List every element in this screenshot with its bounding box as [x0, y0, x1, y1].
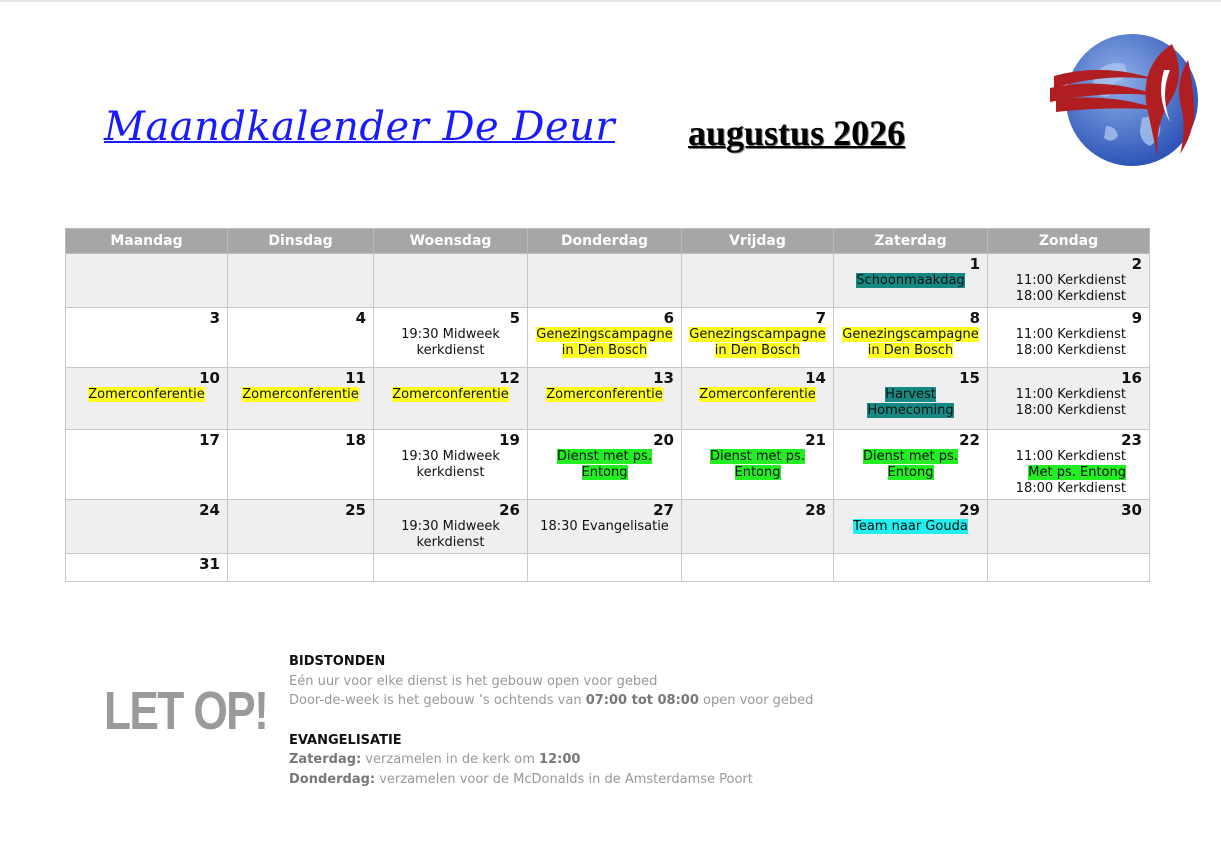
event-line [991, 387, 1146, 403]
calendar-table [65, 228, 1150, 582]
day-cell-9 [988, 308, 1150, 368]
day-cell-24 [66, 500, 228, 554]
day-number: 12 [499, 369, 520, 387]
event-line [377, 343, 524, 359]
bidstonden-line-2-text: Door-de-week is het gebouw ’s ochtends van [289, 693, 586, 708]
day-cell-8 [834, 308, 988, 368]
day-number: 29 [959, 501, 980, 519]
empty-day-cell [228, 254, 374, 308]
evangelisatie-line-2-text: verzamelen voor de McDonalds in de Amsterdamse Poort [375, 771, 753, 787]
day-cell-2 [988, 254, 1150, 308]
day-number: 2 [1131, 255, 1142, 273]
day-cell-5 [374, 308, 528, 368]
event-text: 18:00 Kerkdienst [1015, 289, 1126, 304]
event-text: Zomerconferentie [392, 387, 509, 402]
day-cell-6 [528, 308, 682, 368]
empty-day-cell [528, 254, 682, 308]
event-line [991, 403, 1146, 419]
event-line [685, 343, 830, 359]
empty-day-cell [374, 554, 528, 582]
event-line [531, 519, 678, 535]
event-line [991, 449, 1146, 465]
weekday-woensdag: Woensdag [374, 229, 528, 254]
day-number: 18 [345, 431, 366, 449]
bidstonden-heading: BIDSTONDEN [289, 654, 386, 669]
event-text: Zomerconferentie [242, 387, 359, 402]
event-line [837, 343, 984, 359]
day-number: 10 [199, 369, 220, 387]
day-number: 30 [1121, 501, 1142, 519]
day-number: 27 [653, 501, 674, 519]
day-cell-28 [682, 500, 834, 554]
event-line [685, 449, 830, 465]
day-cell-13 [528, 368, 682, 430]
event-text: Zomerconferentie [699, 387, 816, 402]
event-line [685, 465, 830, 481]
event-line [991, 273, 1146, 289]
event-text: 19:30 Midweek [401, 449, 500, 464]
globe-flame-logo-icon [1046, 30, 1202, 170]
weekday-zaterdag: Zaterdag [834, 229, 988, 254]
event-line [837, 403, 984, 419]
evangelisatie-line-2-day: Donderdag: [289, 771, 376, 787]
empty-day-cell [682, 254, 834, 308]
event-line [991, 327, 1146, 343]
event-text: in Den Bosch [714, 343, 801, 358]
day-number: 20 [653, 431, 674, 449]
week-row [66, 430, 1150, 500]
event-text: Dienst met ps. [557, 449, 652, 464]
event-line [377, 327, 524, 343]
day-number: 17 [199, 431, 220, 449]
day-cell-11 [228, 368, 374, 430]
event-text: Genezingscampagne [689, 327, 826, 342]
empty-day-cell [834, 554, 988, 582]
week-row [66, 308, 1150, 368]
day-number: 7 [815, 309, 826, 327]
event-text: Genezingscampagne [842, 327, 979, 342]
event-line [837, 327, 984, 343]
event-text: 19:30 Midweek [401, 519, 500, 534]
event-text: 11:00 Kerkdienst [1015, 449, 1126, 464]
event-text: Genezingscampagne [536, 327, 673, 342]
event-line [377, 519, 524, 535]
day-number: 25 [345, 501, 366, 519]
event-text: Homecoming [867, 403, 954, 418]
day-cell-1 [834, 254, 988, 308]
weekday-maandag: Maandag [66, 229, 228, 254]
bidstonden-line-2-time: 07:00 tot 08:00 [585, 693, 699, 708]
day-cell-21 [682, 430, 834, 500]
event-line [837, 519, 984, 535]
event-text: Zomerconferentie [88, 387, 205, 402]
day-number: 24 [199, 501, 220, 519]
day-cell-10 [66, 368, 228, 430]
weekday-donderdag: Donderdag [528, 229, 682, 254]
day-cell-25 [228, 500, 374, 554]
let-op-heading: LET OP! [104, 681, 268, 741]
day-cell-20 [528, 430, 682, 500]
event-text: Schoonmaakdag [856, 273, 965, 288]
day-number: 13 [653, 369, 674, 387]
week-row [66, 554, 1150, 582]
event-line [377, 535, 524, 551]
event-line [685, 387, 830, 403]
day-number: 26 [499, 501, 520, 519]
bidstonden-line-1: Eén uur voor elke dienst is het gebouw open voor gebed [289, 673, 658, 689]
week-row [66, 368, 1150, 430]
day-cell-27 [528, 500, 682, 554]
day-cell-3 [66, 308, 228, 368]
event-line [377, 387, 524, 403]
event-text: 18:30 Evangelisatie [540, 519, 669, 534]
day-cell-26 [374, 500, 528, 554]
day-number: 31 [199, 555, 220, 573]
event-line [531, 387, 678, 403]
day-number: 8 [969, 309, 980, 327]
week-row [66, 500, 1150, 554]
day-number: 28 [805, 501, 826, 519]
event-text: 11:00 Kerkdienst [1015, 273, 1126, 288]
day-cell-12 [374, 368, 528, 430]
event-text: kerkdienst [416, 465, 485, 480]
day-cell-23 [988, 430, 1150, 500]
day-number: 19 [499, 431, 520, 449]
calendar-month: augustus 2026 [688, 113, 906, 153]
evangelisatie-line-1-time: 12:00 [539, 752, 581, 767]
calendar-title: Maandkalender De Deur [104, 104, 616, 150]
empty-day-cell [66, 254, 228, 308]
event-line [531, 449, 678, 465]
event-line [837, 273, 984, 289]
event-line [837, 387, 984, 403]
event-text: 19:30 Midweek [401, 327, 500, 342]
event-text: Entong [581, 465, 628, 480]
day-number: 16 [1121, 369, 1142, 387]
event-text: 18:00 Kerkdienst [1015, 403, 1126, 418]
day-cell-18 [228, 430, 374, 500]
event-text: 11:00 Kerkdienst [1015, 327, 1126, 342]
event-line [531, 465, 678, 481]
event-line [837, 449, 984, 465]
evangelisatie-line-1 [289, 750, 813, 770]
day-cell-7 [682, 308, 834, 368]
evangelisatie-line-2 [289, 770, 813, 790]
day-cell-15 [834, 368, 988, 430]
day-number: 21 [805, 431, 826, 449]
weekday-vrijdag: Vrijdag [682, 229, 834, 254]
weekday-zondag: Zondag [988, 229, 1150, 254]
day-number: 22 [959, 431, 980, 449]
day-number: 9 [1131, 309, 1142, 327]
event-line [377, 449, 524, 465]
empty-day-cell [988, 554, 1150, 582]
day-number: 14 [805, 369, 826, 387]
event-text: Dienst met ps. [863, 449, 958, 464]
day-number: 1 [969, 255, 980, 273]
bidstonden-line-2 [289, 691, 813, 711]
day-cell-31 [66, 554, 228, 582]
event-line [685, 327, 830, 343]
weekday-dinsdag: Dinsdag [228, 229, 374, 254]
event-text: in Den Bosch [561, 343, 648, 358]
event-text: Met ps. Entong [1028, 465, 1126, 480]
day-cell-16 [988, 368, 1150, 430]
event-line [991, 465, 1146, 481]
evangelisatie-line-1-text: verzamelen in de kerk om [361, 752, 540, 767]
event-text: 11:00 Kerkdienst [1015, 387, 1126, 402]
event-line [991, 289, 1146, 305]
day-cell-19 [374, 430, 528, 500]
day-number: 5 [509, 309, 520, 327]
event-text: 18:00 Kerkdienst [1015, 343, 1126, 358]
event-line [991, 481, 1146, 497]
day-number: 3 [209, 309, 220, 327]
empty-day-cell [228, 554, 374, 582]
evangelisatie-line-1-day: Zaterdag: [289, 752, 362, 767]
event-text: 18:00 Kerkdienst [1015, 481, 1126, 496]
day-cell-14 [682, 368, 834, 430]
day-cell-30 [988, 500, 1150, 554]
evangelisatie-heading: EVANGELISATIE [289, 732, 402, 748]
event-line [991, 343, 1146, 359]
day-number: 4 [355, 309, 366, 327]
day-number: 11 [345, 369, 366, 387]
event-line [531, 343, 678, 359]
day-cell-22 [834, 430, 988, 500]
empty-day-cell [682, 554, 834, 582]
notice-block [289, 652, 813, 789]
day-cell-29 [834, 500, 988, 554]
day-number: 6 [663, 309, 674, 327]
event-text: kerkdienst [416, 535, 485, 550]
day-number: 23 [1121, 431, 1142, 449]
event-line [531, 327, 678, 343]
calendar-body [66, 254, 1150, 582]
bidstonden-line-2-end: open voor gebed [698, 693, 814, 708]
event-line [837, 465, 984, 481]
day-cell-4 [228, 308, 374, 368]
event-text: Entong [734, 465, 781, 480]
event-line [69, 387, 224, 403]
page-top-border [0, 0, 1221, 2]
empty-day-cell [528, 554, 682, 582]
event-text: kerkdienst [416, 343, 485, 358]
event-text: in Den Bosch [867, 343, 954, 358]
week-row [66, 254, 1150, 308]
event-text: Zomerconferentie [546, 387, 663, 402]
event-text: Team naar Gouda [853, 519, 968, 534]
event-line [231, 387, 370, 403]
day-cell-17 [66, 430, 228, 500]
weekday-header-row [66, 229, 1150, 254]
event-line [377, 465, 524, 481]
event-text: Harvest [885, 387, 936, 402]
empty-day-cell [374, 254, 528, 308]
event-text: Dienst met ps. [710, 449, 805, 464]
event-text: Entong [887, 465, 934, 480]
day-number: 15 [959, 369, 980, 387]
